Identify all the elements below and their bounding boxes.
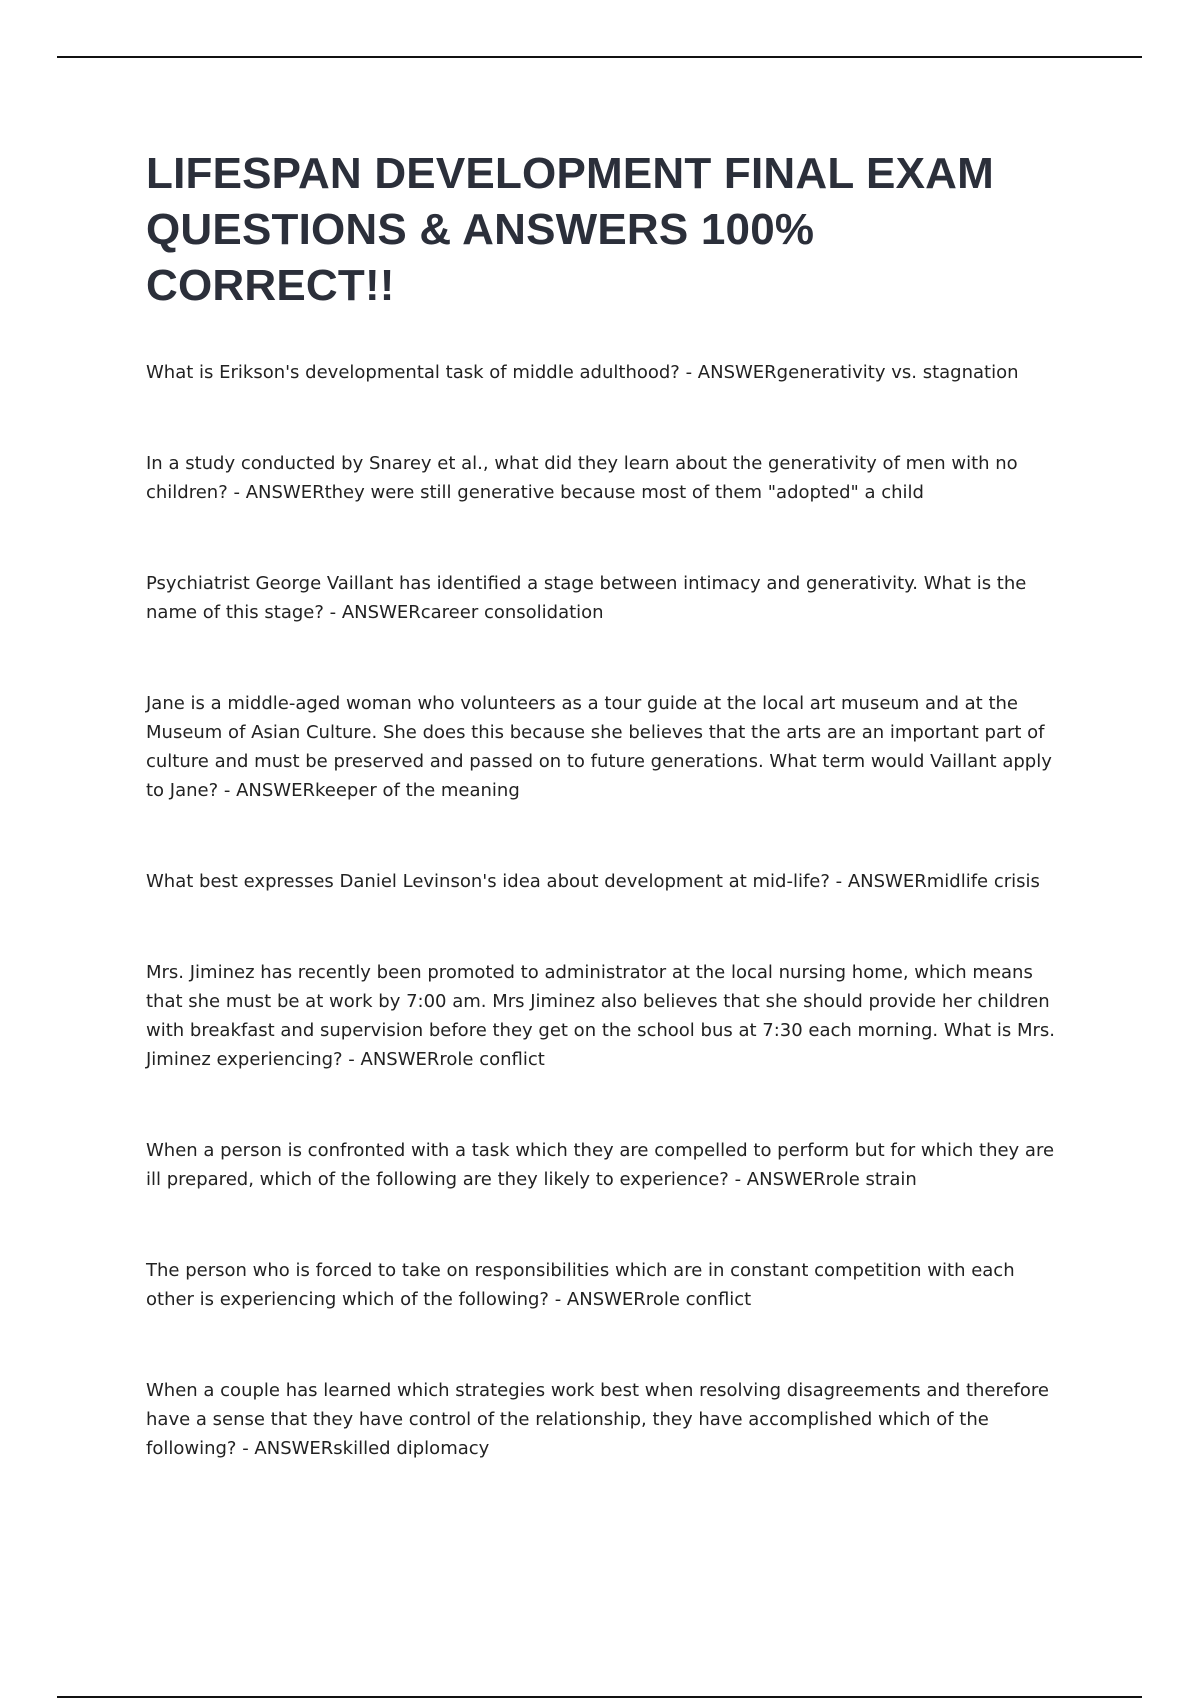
qa-item: Jane is a middle-aged woman who volunteers as a tour guide at the local art museum and at the Museum of Asian Culture. She does this because she believes that the arts are an important part of culture and must be preserved and passed on to future generations. What term would Vaillant apply to Jane? - ANSWERkeeper of the meaning	[146, 693, 1052, 801]
qa-item: Psychiatrist George Vaillant has identified a stage between intimacy and generativity. What is the name of this stage? - ANSWERcareer consolidation	[146, 573, 1027, 623]
qa-item: What is Erikson's developmental task of middle adulthood? - ANSWERgenerativity vs. stagnation	[146, 362, 1019, 383]
qa-item: When a couple has learned which strategies work best when resolving disagreements and therefore have a sense that they have control of the relationship, they have accomplished which of the following? - ANSWERskilled diplomacy	[146, 1380, 1049, 1459]
bottom-rule	[57, 1696, 1142, 1698]
document-title: LIFESPAN DEVELOPMENT FINAL EXAM QUESTIONS & ANSWERS 100% CORRECT!!	[146, 149, 994, 310]
document-body	[146, 146, 1066, 1463]
qa-item: The person who is forced to take on responsibilities which are in constant competition with each other is experiencing which of the following? - ANSWERrole conflict	[146, 1260, 1015, 1310]
qa-item: What best expresses Daniel Levinson's idea about development at mid-life? - ANSWERmidlife crisis	[146, 871, 1040, 892]
qa-list	[146, 358, 1066, 1463]
qa-item: When a person is confronted with a task which they are compelled to perform but for which they are ill prepared, which of the following are they likely to experience? - ANSWERrole strain	[146, 1140, 1055, 1190]
qa-item: Mrs. Jiminez has recently been promoted to administrator at the local nursing home, which means that she must be at work by 7:00 am. Mrs Jiminez also believes that she should provide her children with breakfast and supervision before they get on the school bus at 7:30 each morning. What is Mrs. Jiminez experiencing? - ANSWERrole conflict	[146, 962, 1055, 1070]
qa-item: In a study conducted by Snarey et al., what did they learn about the generativity of men with no children? - ANSWERthey were still generative because most of them "adopted" a child	[146, 453, 1018, 503]
top-rule	[57, 56, 1142, 58]
